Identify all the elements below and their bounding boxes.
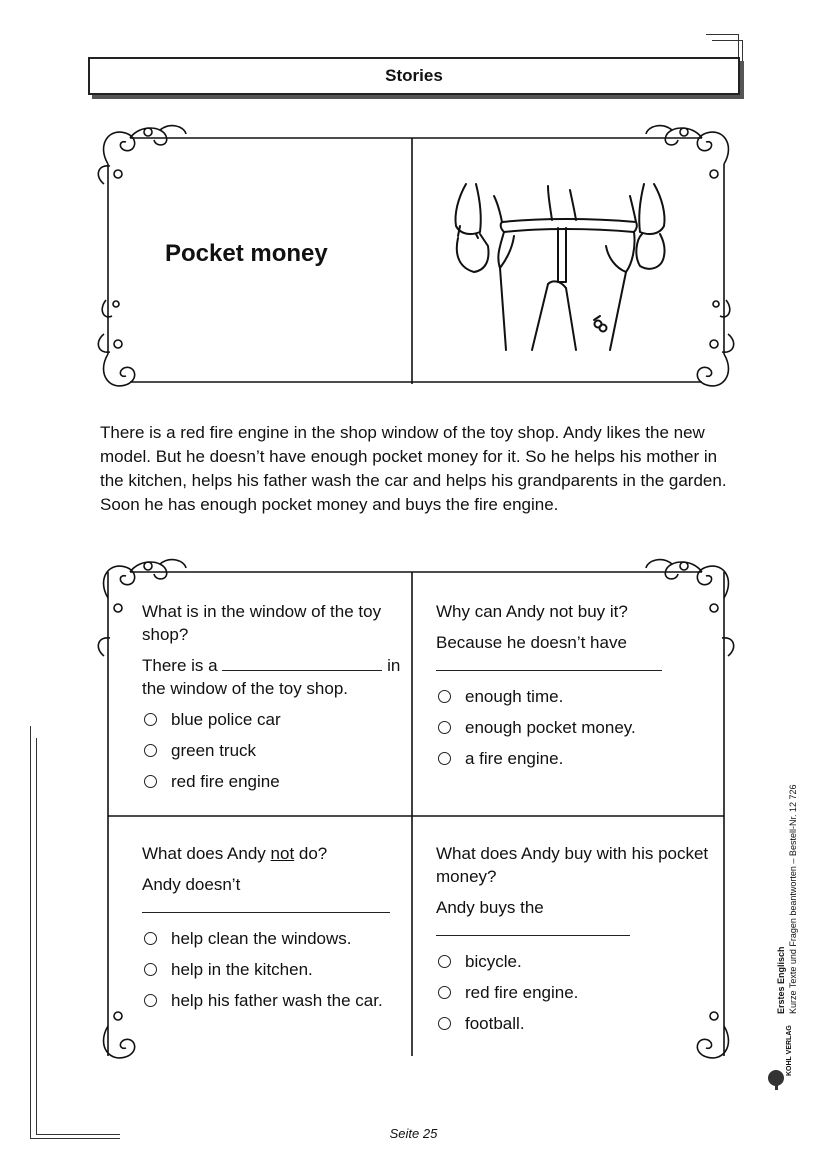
question-3	[142, 842, 404, 1020]
radio-circle-icon[interactable]	[438, 752, 451, 765]
publisher-name: KOHL VERLAG	[786, 1025, 793, 1076]
question-4-option[interactable]	[436, 950, 716, 973]
story-text: There is a red fire engine in the shop window of the toy shop. Andy likes the new model. But he doesn’t have enough pocket money for it. So he helps his mother in the kitchen, helps his father wash the car and helps his grandparents in the garden. Soon he has enough pocket money and buys the fire engine.	[100, 423, 727, 514]
radio-circle-icon[interactable]	[144, 775, 157, 788]
question-2-option[interactable]	[436, 747, 716, 770]
page-header-title: Stories	[385, 66, 443, 85]
radio-circle-icon[interactable]	[144, 963, 157, 976]
question-3-option[interactable]	[142, 927, 404, 950]
radio-circle-icon[interactable]	[438, 1017, 451, 1030]
question-3-text-after: do?	[294, 844, 328, 863]
question-1-option[interactable]	[142, 770, 404, 793]
story-title: Pocket money	[165, 240, 328, 267]
option-label: a fire engine.	[465, 749, 564, 768]
radio-circle-icon[interactable]	[438, 955, 451, 968]
question-1-text: What is in the window of the toy shop?	[142, 602, 382, 644]
sidebar-order-info: Kurze Texte und Fragen beantworten – Bestell-Nr. 12 726	[788, 784, 798, 1014]
option-label: help clean the windows.	[171, 929, 352, 948]
option-label: enough time.	[465, 687, 564, 706]
question-4-answer-prefix: Andy buys the	[436, 898, 544, 917]
option-label: bicycle.	[465, 952, 522, 971]
question-2-option[interactable]	[436, 685, 716, 708]
question-4-option[interactable]	[436, 981, 716, 1004]
question-3-text	[142, 842, 404, 865]
question-1-answer	[142, 654, 404, 700]
question-1-blank[interactable]	[222, 670, 382, 671]
radio-circle-icon[interactable]	[144, 994, 157, 1007]
question-1-answer-prefix: There is a	[142, 656, 218, 675]
question-3-text-before: What does Andy	[142, 844, 271, 863]
option-label: help in the kitchen.	[171, 960, 313, 979]
question-3-blank[interactable]	[142, 898, 390, 913]
page-header	[88, 57, 740, 95]
option-label: red fire engine	[171, 772, 280, 791]
question-3-option[interactable]	[142, 989, 404, 1012]
question-4-option[interactable]	[436, 1012, 716, 1035]
page-number: Seite 25	[389, 1126, 438, 1141]
radio-circle-icon[interactable]	[144, 932, 157, 945]
option-label: green truck	[171, 741, 257, 760]
question-1-option[interactable]	[142, 708, 404, 731]
option-label: football.	[465, 1014, 525, 1033]
question-1	[142, 600, 404, 801]
sidebar-series-title: Erstes Englisch	[776, 946, 786, 1014]
question-1-answer-suffix: in the window of the toy shop.	[142, 656, 401, 698]
question-3-text-underlined: not	[270, 844, 295, 863]
corner-line-bottom-left-v2	[36, 738, 37, 1134]
question-4	[436, 842, 716, 1043]
option-label: enough pocket money.	[465, 718, 636, 737]
question-3-option[interactable]	[142, 958, 404, 981]
corner-line-bottom-left-v	[30, 726, 31, 1138]
radio-circle-icon[interactable]	[438, 986, 451, 999]
question-1-option[interactable]	[142, 739, 404, 762]
option-label: red fire engine.	[465, 983, 579, 1002]
question-2-blank[interactable]	[436, 656, 662, 671]
corner-line-top-right-h	[706, 34, 738, 35]
question-4-text: What does Andy buy with his pocket money?	[436, 844, 709, 886]
question-4-blank[interactable]	[436, 921, 630, 936]
question-3-answer-prefix: Andy doesn’t	[142, 875, 241, 894]
question-3-answer	[142, 873, 404, 919]
radio-circle-icon[interactable]	[144, 713, 157, 726]
option-label: help his father wash the car.	[171, 991, 383, 1010]
radio-circle-icon[interactable]	[144, 744, 157, 757]
radio-circle-icon[interactable]	[438, 690, 451, 703]
question-2-text: Why can Andy not buy it?	[436, 602, 628, 621]
corner-line-top-right-v2	[742, 40, 743, 95]
radio-circle-icon[interactable]	[438, 721, 451, 734]
empty-pockets-illustration	[440, 176, 680, 356]
question-2-option[interactable]	[436, 716, 716, 739]
option-label: blue police car	[171, 710, 281, 729]
question-2-answer-prefix: Because he doesn’t have	[436, 633, 627, 652]
question-4-answer	[436, 896, 716, 942]
question-2-answer	[436, 631, 716, 677]
question-2	[436, 600, 716, 778]
